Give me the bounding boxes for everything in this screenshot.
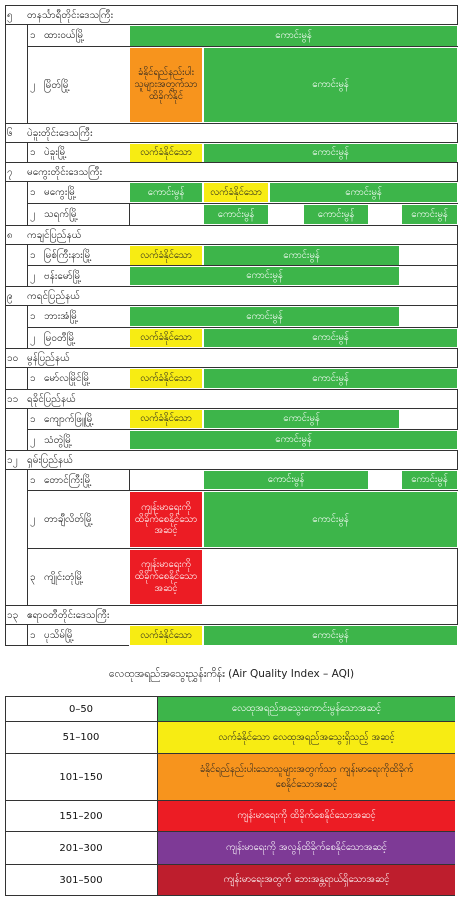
city-name: မြိတ်မြို့ [44, 79, 71, 91]
legend-description: လေထုအရည်အသွေးကောင်းမွန်သောအဆင့် [158, 697, 455, 721]
region-row [7, 349, 70, 367]
aqi-cell-moderate: လက်ခံနိုင်သော [129, 368, 203, 389]
region-number: ၇ [7, 166, 13, 178]
city-number: ၃ [30, 571, 36, 583]
region-name: ပဲခူးတိုင်းဒေသကြီး [27, 127, 93, 139]
region-number: ၁၃ [7, 609, 19, 621]
city-row [30, 182, 76, 203]
region-name: ကချင်ပြည်နယ် [27, 229, 82, 241]
region-row [7, 390, 76, 408]
aqi-cell-moderate: လက်ခံနိုင်သော [203, 182, 269, 203]
legend-row [5, 801, 455, 831]
city-row [30, 409, 94, 429]
city-number: ၁ [30, 413, 36, 425]
city-row [30, 266, 82, 286]
city-number: ၁ [30, 474, 36, 486]
region-number: ၈ [7, 229, 13, 241]
city-name: မကွေးမြို့ [44, 187, 77, 198]
region-name: ဧရာဝတီတိုင်းဒေသကြီး [27, 609, 110, 621]
aqi-cell-moderate: လက်ခံနိုင်သော [129, 245, 203, 266]
city-number: ၁ [30, 630, 36, 641]
city-name: ကျောက်ဖြူမြို့ [44, 413, 94, 425]
aqi-cell-good: ကောင်းမွန် [203, 470, 369, 490]
aqi-cell-good: ကောင်းမွန် [203, 409, 400, 429]
region-number: ၆ [7, 127, 13, 139]
city-row [30, 549, 84, 605]
legend-description: လက်ခံနိုင်သော လေထုအရည်အသွေးရှိသည့် အဆင့် [158, 722, 455, 753]
legend-range: 201–300 [59, 842, 103, 854]
city-name: ဘားအံမြို့ [44, 310, 79, 322]
aqi-cell-good: ကောင်းမွန် [203, 47, 458, 123]
aqi-cell-good: ကောင်းမွန် [129, 182, 203, 203]
city-number: ၂ [30, 434, 35, 446]
region-row [7, 451, 73, 469]
city-row [30, 245, 92, 265]
city-number: ၂ [30, 332, 35, 344]
region-number: ၁၀ [7, 352, 19, 364]
city-name: မြဝတီမြို့ [44, 332, 76, 344]
legend-description: ကျန်းမာရေးကို အလွန်ထိခိုက်စေနိုင်သောအဆင့် [158, 832, 455, 864]
aqi-cell-good: ကောင်းမွန် [401, 204, 458, 225]
city-number: ၁ [30, 310, 36, 322]
city-name: တောင်ကြီးမြို့ [44, 474, 92, 486]
aqi-cell-unhealthy: ကျန်းမာရေးကို ထိခိုက်စေနိုင်သောအဆင့် [129, 549, 203, 605]
legend-range: 0–50 [68, 703, 94, 715]
aqi-cell-good: ကောင်းမွန် [203, 245, 400, 266]
city-number: ၁ [30, 147, 36, 158]
city-row [30, 470, 92, 490]
aqi-cell-good: ကောင်းမွန် [203, 204, 269, 225]
legend-description: ကျန်းမာရေးအတွက် ဘေးအန္တရာယ်ရှိသောအဆင့် [158, 865, 455, 895]
aqi-cell-good: ကောင်းမွန် [129, 306, 400, 327]
legend-row [5, 754, 455, 800]
legend-description: ကျန်းမာရေးကို ထိခိုက်စေနိုင်သောအဆင့် [158, 801, 455, 831]
region-number: ၁၁ [7, 393, 19, 405]
region-row [7, 6, 113, 24]
aqi-cell-good: ကောင်းမွန် [203, 143, 458, 163]
city-row [30, 368, 91, 389]
aqi-cell-moderate: လက်ခံနိုင်သော [129, 143, 203, 163]
aqi-cell-good: ကောင်းမွန် [129, 266, 400, 286]
city-row [30, 25, 85, 46]
city-name: ဗန်းမော်မြို့ [44, 270, 82, 282]
city-name: ကျိုင်းတုံမြို့ [44, 571, 84, 583]
legend-row [5, 832, 455, 864]
legend-title: လေထုအရည်အသွေးညွှန်းကိန်း (Air Quality Index – AQI) [108, 668, 355, 680]
aqi-cell-good: ကောင်းမွန် [203, 328, 458, 348]
city-number: ၂ [30, 514, 35, 525]
city-name: မြစ်ကြီးနားမြို့ [44, 249, 92, 261]
city-row [30, 47, 70, 123]
aqi-cell-moderate: လက်ခံနိုင်သော [129, 409, 203, 429]
city-number: ၁ [30, 249, 36, 261]
city-number: ၁ [30, 373, 36, 384]
legend-range: 101–150 [59, 771, 103, 783]
legend-row [5, 865, 455, 895]
region-name: မွန်ပြည်နယ် [27, 352, 70, 364]
region-row [7, 163, 102, 181]
aqi-cell-good: ကောင်းမွန် [129, 25, 458, 47]
city-row [30, 143, 67, 162]
legend-range: 51–100 [62, 732, 100, 743]
city-name: သရက်မြို့ [44, 209, 79, 220]
aqi-cell-good: ကောင်းမွန် [203, 491, 458, 548]
city-name: ပုသိမ်မြို့ [44, 630, 75, 641]
region-number: ၉ [7, 290, 13, 302]
legend-description: ခံနိုင်ရည်နည်းပါးသောသူများအတွက်သာ ကျန်းမာရေးကိုထိခိုက်စေနိုင်သောအဆင့် [158, 754, 455, 800]
legend-range: 301–500 [59, 874, 103, 886]
city-row [30, 625, 74, 646]
aqi-cell-good: ကောင်းမွန် [303, 204, 369, 225]
aqi-cell-good: ကောင်းမွန် [203, 368, 458, 389]
aqi-cell-sensitive: ခံနိုင်ရည်နည်းပါးသူများအတွက်သာ ထိခိုက်နိုင် [129, 47, 203, 123]
city-row [30, 491, 93, 548]
city-number: ၂ [30, 270, 35, 282]
region-name: မကွေးတိုင်းဒေသကြီး [27, 166, 103, 178]
aqi-cell-moderate: လက်ခံနိုင်သော [129, 328, 203, 348]
city-row [30, 328, 76, 348]
region-name: ကရင်ပြည်နယ် [27, 290, 81, 302]
region-row [7, 226, 81, 244]
region-row [7, 287, 80, 305]
aqi-cell-unhealthy: ကျန်းမာရေးကို ထိခိုက်စေနိုင်သောအဆင့် [129, 491, 203, 548]
legend-range: 151–200 [59, 810, 103, 822]
region-name: တနင်္သာရီတိုင်းဒေသကြီး [27, 9, 114, 21]
region-name: ရခိုင်ပြည်နယ် [27, 393, 76, 405]
city-name: မော်လမြိုင်မြို့ [44, 373, 91, 384]
region-row [7, 124, 93, 142]
aqi-cell-good: ကောင်းမွန် [129, 430, 458, 450]
city-number: ၁ [30, 187, 36, 198]
city-number: ၁ [30, 30, 36, 41]
region-number: ၅ [7, 9, 13, 21]
city-row [30, 204, 78, 225]
city-number: ၂ [30, 79, 35, 91]
aqi-cell-good: ကောင်းမွန် [269, 182, 458, 203]
region-name: ရှမ်းပြည်နယ် [27, 454, 73, 466]
city-name: တာချီလိတ်မြို့ [44, 514, 94, 525]
aqi-cell-good: ကောင်းမွန် [401, 470, 458, 490]
city-row [30, 430, 72, 450]
aqi-cell-moderate: လက်ခံနိုင်သော [129, 625, 203, 646]
city-name: ထားဝယ်မြို့ [44, 30, 85, 41]
city-name: ပဲခူးမြို့ [44, 147, 67, 158]
city-row [30, 306, 78, 326]
city-number: ၂ [30, 209, 35, 220]
legend-row [5, 697, 455, 721]
legend-row [5, 722, 455, 753]
city-name: သံတွဲမြို့ [44, 434, 73, 446]
region-row [7, 606, 110, 624]
region-number: ၁၂ [7, 454, 18, 466]
aqi-cell-good: ကောင်းမွန် [203, 625, 458, 646]
